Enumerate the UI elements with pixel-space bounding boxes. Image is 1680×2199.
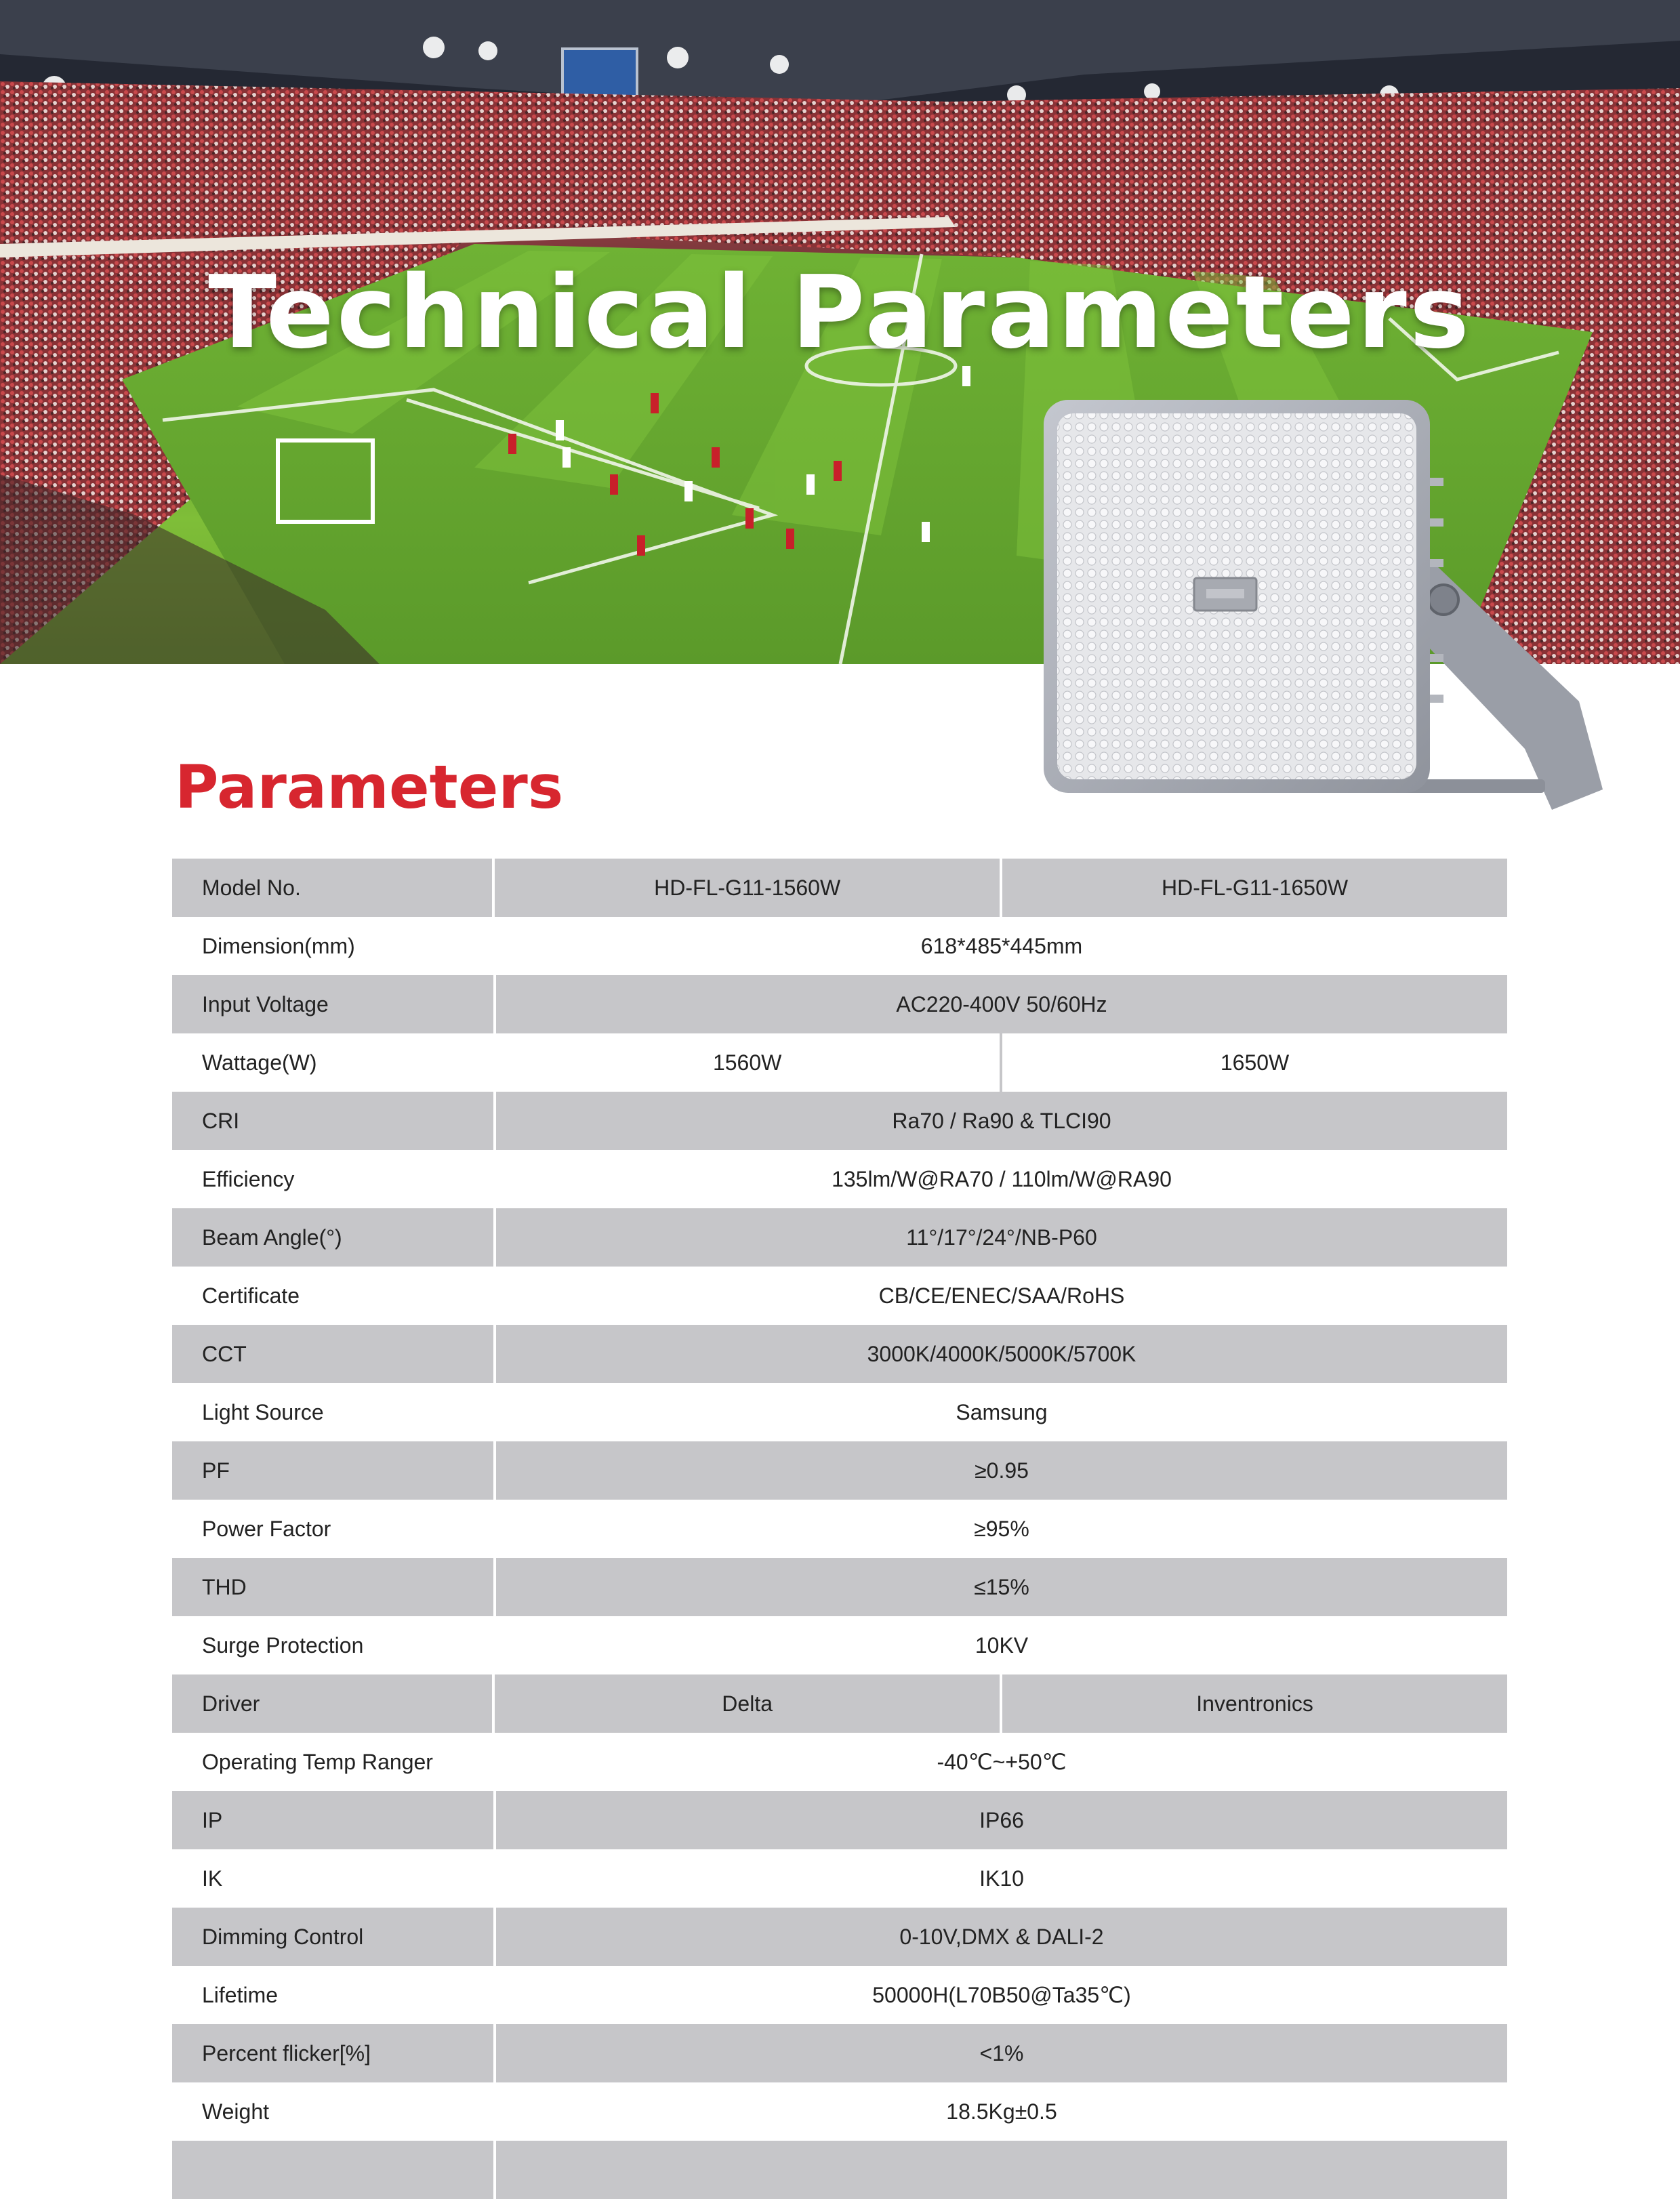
table-row bbox=[172, 1092, 1507, 1150]
table-row bbox=[172, 1849, 1507, 1908]
row-label: Driver bbox=[202, 1691, 260, 1716]
section-title: Parameters bbox=[175, 752, 564, 822]
row-value: 18.5Kg±0.5 bbox=[946, 2099, 1057, 2124]
row-label: Wattage(W) bbox=[202, 1050, 317, 1075]
row-label: THD bbox=[202, 1574, 247, 1599]
row-label: Dimming Control bbox=[202, 1924, 364, 1949]
row-label: IP bbox=[202, 1807, 223, 1832]
row-value: Samsung bbox=[956, 1399, 1048, 1424]
row-label: Model No. bbox=[202, 875, 301, 900]
row-value: 11°/17°/24°/NB-P60 bbox=[906, 1225, 1097, 1250]
table-row bbox=[172, 2024, 1507, 2082]
row-value: 135lm/W@RA70 / 110lm/W@RA90 bbox=[832, 1166, 1172, 1191]
table-row bbox=[172, 1674, 1507, 1733]
floodlight-product-image bbox=[1037, 396, 1613, 823]
row-label: Light Source bbox=[202, 1399, 324, 1424]
row-value: ≥0.95 bbox=[975, 1458, 1029, 1483]
row-label: CCT bbox=[202, 1341, 247, 1366]
row-label: Operating Temp Ranger bbox=[202, 1749, 433, 1774]
table-row bbox=[172, 2082, 1507, 2141]
floodlight-illustration bbox=[1037, 396, 1613, 823]
row-value: IP66 bbox=[979, 1807, 1024, 1832]
table-row bbox=[172, 975, 1507, 1033]
table-row bbox=[172, 1033, 1507, 1092]
row-value: -40℃~+50℃ bbox=[937, 1750, 1067, 1774]
table-row bbox=[172, 1267, 1507, 1325]
row-value: 3000K/4000K/5000K/5700K bbox=[867, 1341, 1136, 1366]
row-value: AC220-400V 50/60Hz bbox=[896, 991, 1107, 1016]
row-value: 1650W bbox=[1220, 1050, 1290, 1075]
table-row bbox=[172, 1208, 1507, 1267]
row-value bbox=[496, 2141, 1507, 2199]
row-value: CB/CE/ENEC/SAA/RoHS bbox=[878, 1283, 1125, 1308]
table-row bbox=[172, 1150, 1507, 1208]
row-label: Surge Protection bbox=[202, 1632, 364, 1658]
row-label: Percent flicker[%] bbox=[202, 2040, 371, 2066]
table-row bbox=[172, 1733, 1507, 1791]
row-label: Dimension(mm) bbox=[202, 933, 355, 958]
row-label: IK bbox=[202, 1866, 223, 1891]
row-value: HD-FL-G11-1650W bbox=[1162, 875, 1349, 900]
row-label: PF bbox=[202, 1458, 230, 1483]
row-label: Input Voltage bbox=[202, 991, 329, 1016]
table-row bbox=[172, 1325, 1507, 1383]
row-value: 50000H(L70B50@Ta35℃) bbox=[872, 1983, 1131, 2007]
table-row bbox=[172, 1966, 1507, 2024]
row-value: Ra70 / Ra90 & TLCI90 bbox=[892, 1108, 1111, 1133]
table-row bbox=[172, 859, 1507, 917]
row-label: CRI bbox=[202, 1108, 240, 1133]
row-label: Beam Angle(°) bbox=[202, 1225, 342, 1250]
row-label: Power Factor bbox=[202, 1516, 331, 1541]
table-row bbox=[172, 2141, 1507, 2199]
row-value: <1% bbox=[979, 2040, 1024, 2066]
row-value: ≥95% bbox=[974, 1516, 1029, 1541]
row-value: HD-FL-G11-1560W bbox=[654, 875, 841, 900]
table-row bbox=[172, 1500, 1507, 1558]
table-row bbox=[172, 1383, 1507, 1441]
table-row bbox=[172, 1441, 1507, 1500]
row-value: 10KV bbox=[975, 1632, 1029, 1658]
row-label bbox=[172, 2141, 493, 2199]
row-label: Weight bbox=[202, 2099, 270, 2124]
table-row bbox=[172, 1558, 1507, 1616]
row-value: 618*485*445mm bbox=[920, 933, 1083, 958]
row-value: ≤15% bbox=[974, 1574, 1029, 1599]
row-value: IK10 bbox=[979, 1866, 1024, 1891]
row-value: 0-10V,DMX & DALI-2 bbox=[899, 1924, 1104, 1949]
row-value: Delta bbox=[722, 1691, 773, 1716]
row-value: Inventronics bbox=[1196, 1691, 1313, 1716]
parameters-table bbox=[172, 859, 1507, 2199]
table-row bbox=[172, 917, 1507, 975]
row-label: Lifetime bbox=[202, 1982, 279, 2007]
row-label: Efficiency bbox=[202, 1166, 295, 1191]
table-row bbox=[172, 1908, 1507, 1966]
row-label: Certificate bbox=[202, 1283, 300, 1308]
table-row bbox=[172, 1791, 1507, 1849]
row-value: 1560W bbox=[712, 1050, 782, 1075]
table-row bbox=[172, 1616, 1507, 1674]
banner-title: Technical Parameters bbox=[208, 254, 1472, 371]
